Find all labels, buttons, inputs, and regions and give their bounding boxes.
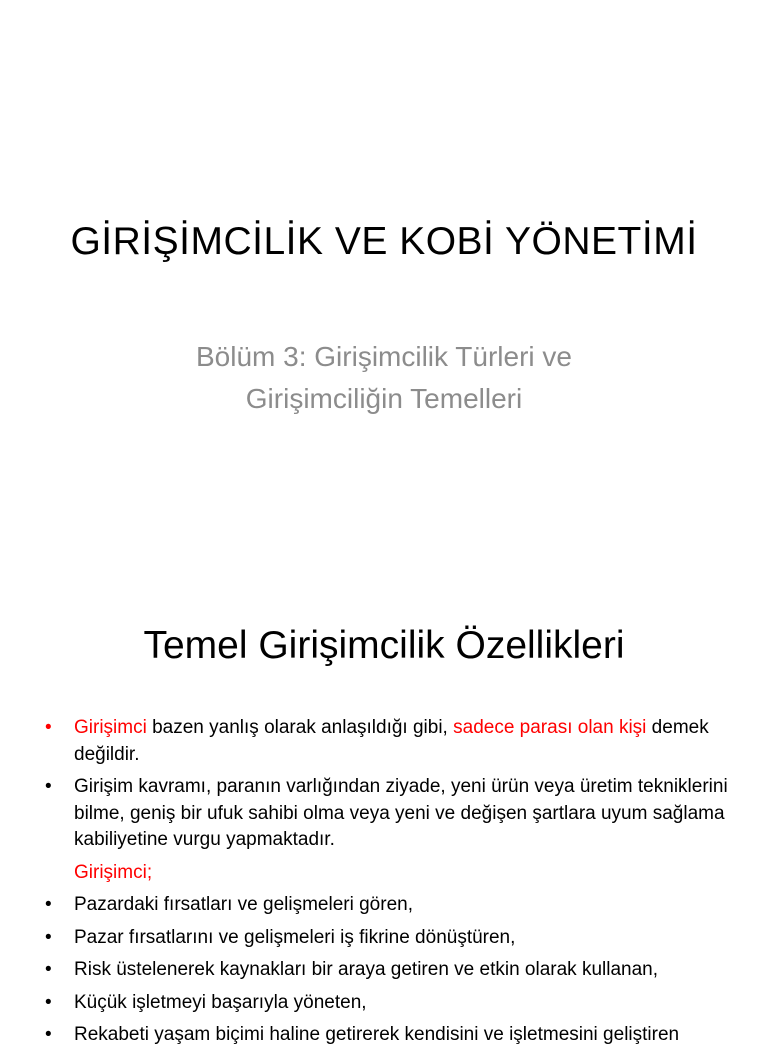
list-item-text: demek değildir. [74,717,709,765]
highlight-phrase: sadece parası olan kişi [453,717,647,738]
slide-subtitle [0,336,768,420]
bullet-icon: • [45,959,52,980]
bullet-icon: • [45,1024,52,1045]
list-item-text: Risk üstelenerek kaynakları bir araya getiren ve etkin olarak kullanan, [74,959,659,980]
bullet-icon: • [45,776,52,797]
content-slide [0,576,768,1045]
slide-title: GİRİŞİMCİLİK VE KOBİ YÖNETİMİ [70,220,698,263]
list-item [38,715,738,768]
list-item [38,1022,738,1049]
list-item-text: Pazardaki fırsatları ve gelişmeleri gören, [74,894,413,915]
bullet-icon: • [45,717,52,738]
list-item-text: Rekabeti yaşam biçimi haline getirerek kendisini ve işletmesini geliştiren [74,1024,680,1045]
list-item-text: Pazar fırsatlarını ve gelişmeleri iş fikrine dönüştüren, [74,926,516,948]
list-item [38,892,738,919]
subtitle-line-1: Bölüm 3: Girişimcilik Türleri ve [196,341,572,372]
list-item-text: bazen yanlış olarak anlaşıldığı gibi, [146,717,454,738]
list-item [38,957,738,984]
slide-heading: Temel Girişimcilik Özellikleri [143,624,625,667]
bullet-list [38,715,738,1055]
bullet-icon: • [45,926,52,948]
sub-heading: Girişimci; [74,861,153,883]
list-item-text: Küçük işletmeyi başarıyla yöneten, [74,991,367,1013]
list-item [38,774,738,854]
list-item-text: Girişim kavramı, paranın varlığından ziyade, yeni ürün veya üretim tekniklerini bilme, geniş bir ufuk sahibi olma veya yeni ve değişen şartlara uyum sağlama kabiliyetine vurgu yapmaktadır. [74,776,728,850]
bullet-icon: • [45,991,52,1013]
bullet-icon: • [45,894,52,915]
list-item [38,990,738,1017]
highlight-term: Girişimci [74,717,147,738]
subtitle-line-2: Girişimciliğin Temelleri [245,383,523,414]
list-item [38,925,738,952]
